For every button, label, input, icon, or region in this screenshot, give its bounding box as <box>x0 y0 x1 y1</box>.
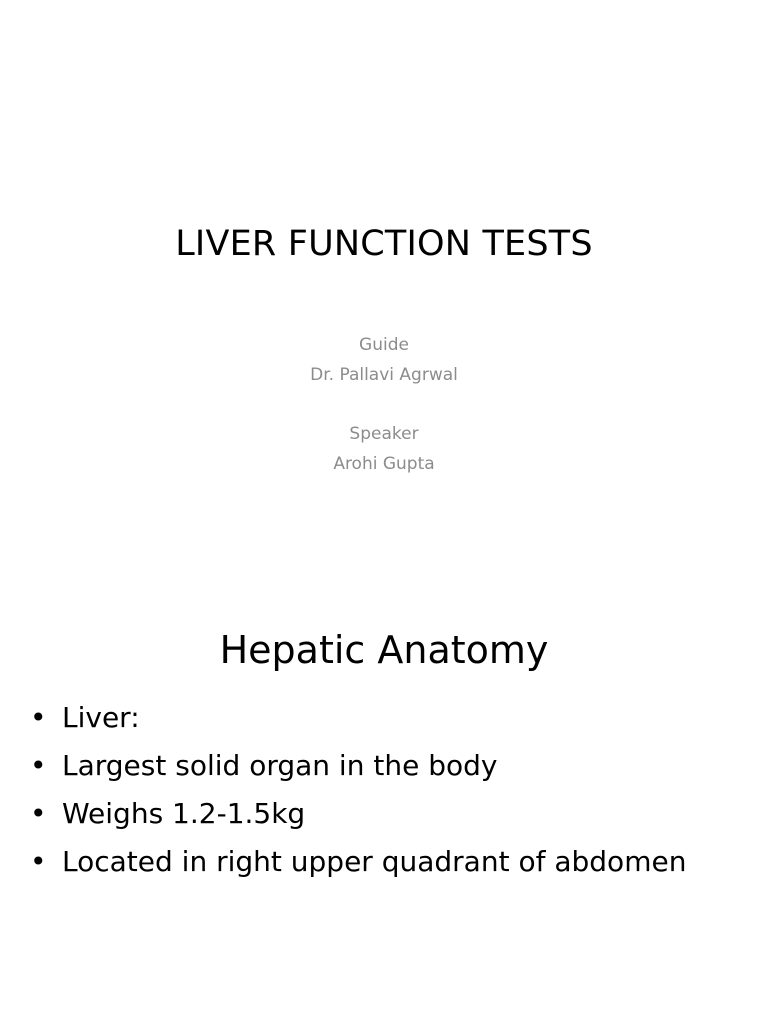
bullet-text: Weighs 1.2-1.5kg <box>62 797 306 830</box>
slide-subtitle <box>0 332 768 481</box>
bullet-icon: • <box>30 797 47 830</box>
bullet-item <box>30 840 750 888</box>
slide-title: Hepatic Anatomy <box>219 628 549 672</box>
bullet-item <box>30 744 750 792</box>
content-slide <box>0 576 768 1024</box>
subtitle-spacer <box>0 392 768 421</box>
bullet-text: Liver: <box>62 701 140 734</box>
bullet-item <box>30 696 750 744</box>
bullet-icon: • <box>30 749 47 782</box>
guide-name: Dr. Pallavi Agrwal <box>310 365 458 385</box>
bullet-list <box>30 696 750 888</box>
slide-title: LIVER FUNCTION TESTS <box>175 224 593 264</box>
bullet-text: Largest solid organ in the body <box>62 749 498 782</box>
bullet-text: Located in right upper quadrant of abdomen <box>62 845 687 878</box>
bullet-item <box>30 792 750 840</box>
guide-label: Guide <box>359 335 409 355</box>
speaker-name: Arohi Gupta <box>333 454 435 474</box>
speaker-label: Speaker <box>349 424 419 444</box>
bullet-icon: • <box>30 701 47 734</box>
bullet-icon: • <box>30 845 47 878</box>
